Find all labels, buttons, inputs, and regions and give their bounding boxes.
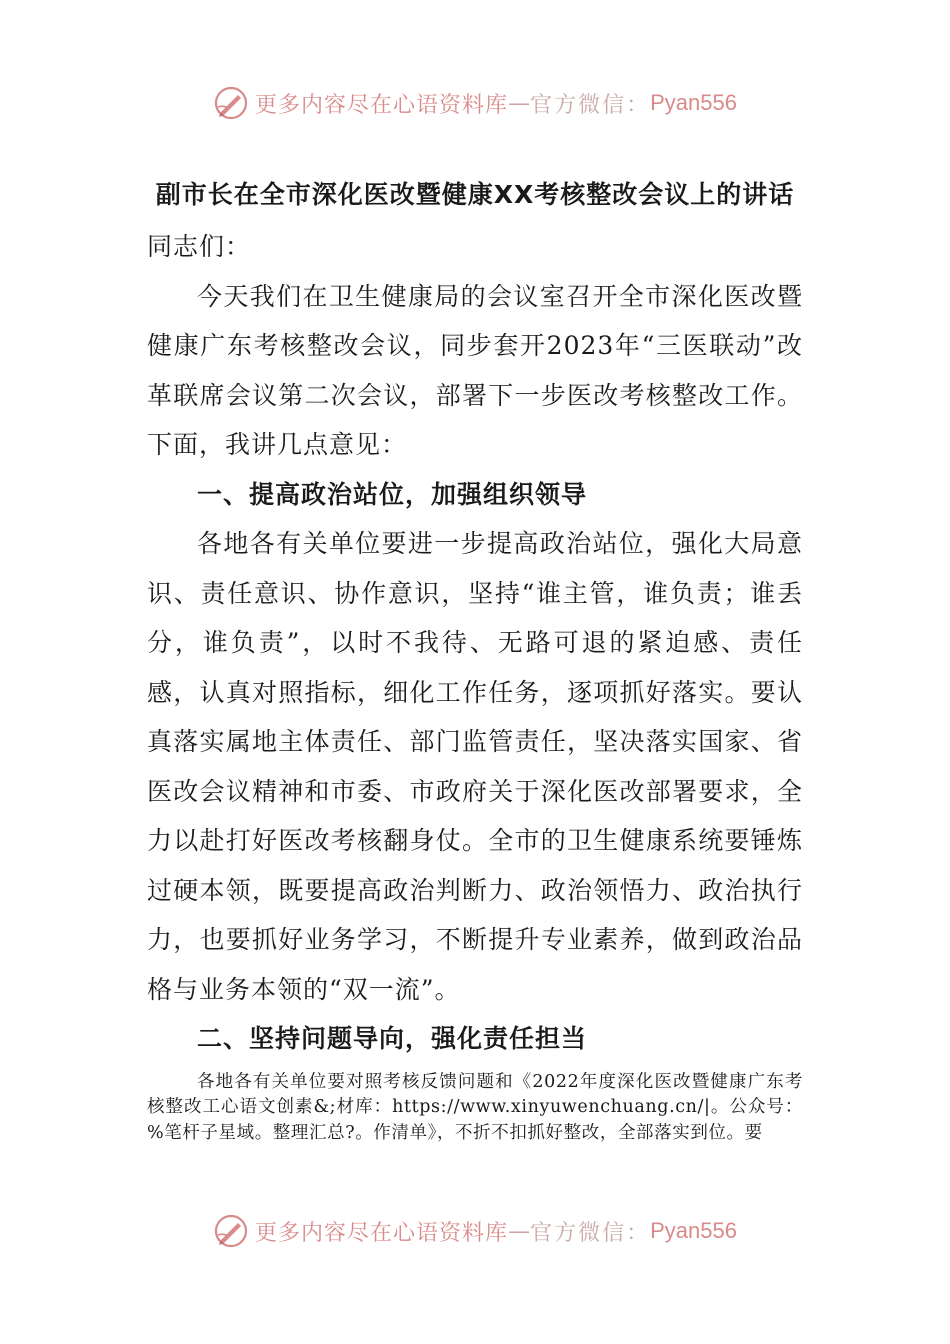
document-body <box>147 222 803 1146</box>
section-1-heading: 一、提高政治站位，加强组织领导 <box>197 479 588 509</box>
header-watermark-banner <box>0 83 950 123</box>
document-title: 副市长在全市深化医改暨健康XX考核整改会议上的讲话 <box>155 180 795 209</box>
intro-paragraph: 今天我们在卫生健康局的会议室召开全市深化医改暨健康广东考核整改会议，同步套开2023年“三医联动”改革联席会议第二次会议，部署下一步医改考核整改工作。下面，我讲几点意见： <box>147 281 803 459</box>
section-1-paragraph: 各地各有关单位要进一步提高政治站位，强化大局意识、责任意识、协作意识，坚持“谁主管，谁负责；谁丢分，谁负责”，以时不我待、无路可退的紧迫感、责任感，认真对照指标，细化工作任务，逐项抓好落实。要认真落实属地主体责任、部门监管责任，坚决落实国家、省医改会议精神和市委、市政府关于深化医改部署要求，全力以赴打好医改考核翻身仗。全市的卫生健康系统要锤炼过硬本领，既要提高政治判断力、政治领悟力、政治执行力，也要抓好业务学习，不断提升专业素养，做到政治品格与业务本领的“双一流”。 <box>147 529 803 1004</box>
banner-wechat-label: 官方微信： <box>530 92 651 118</box>
banner-wechat-id: Pyan556 <box>650 1218 737 1243</box>
pen-logo-icon <box>213 1213 249 1249</box>
pen-logo-icon <box>213 85 249 121</box>
banner-wechat-label: 官方微信： <box>530 1220 651 1246</box>
banner-site-name: 更多内容尽在心语资料库 <box>255 92 509 118</box>
salutation: 同志们： <box>147 232 252 261</box>
section-2-heading: 二、坚持问题导向，强化责任担当 <box>197 1024 588 1053</box>
section-2-paragraph: 各地各有关单位要对照考核反馈问题和《2022年度深化医改暨健康广东考核整改工心语文创素&;材库：https://www.xinyuwenchuang.cn/|。公众号：%笔杆子星域。整理汇总?。作清单》，不折不扣抓好整改，全部落实到位。要 <box>147 1071 803 1143</box>
banner-dash: — <box>508 90 531 116</box>
banner-site-name: 更多内容尽在心语资料库 <box>255 1220 509 1246</box>
banner-wechat-id: Pyan556 <box>650 90 737 115</box>
footer-watermark-banner <box>0 1211 950 1251</box>
banner-dash: — <box>508 1218 531 1244</box>
